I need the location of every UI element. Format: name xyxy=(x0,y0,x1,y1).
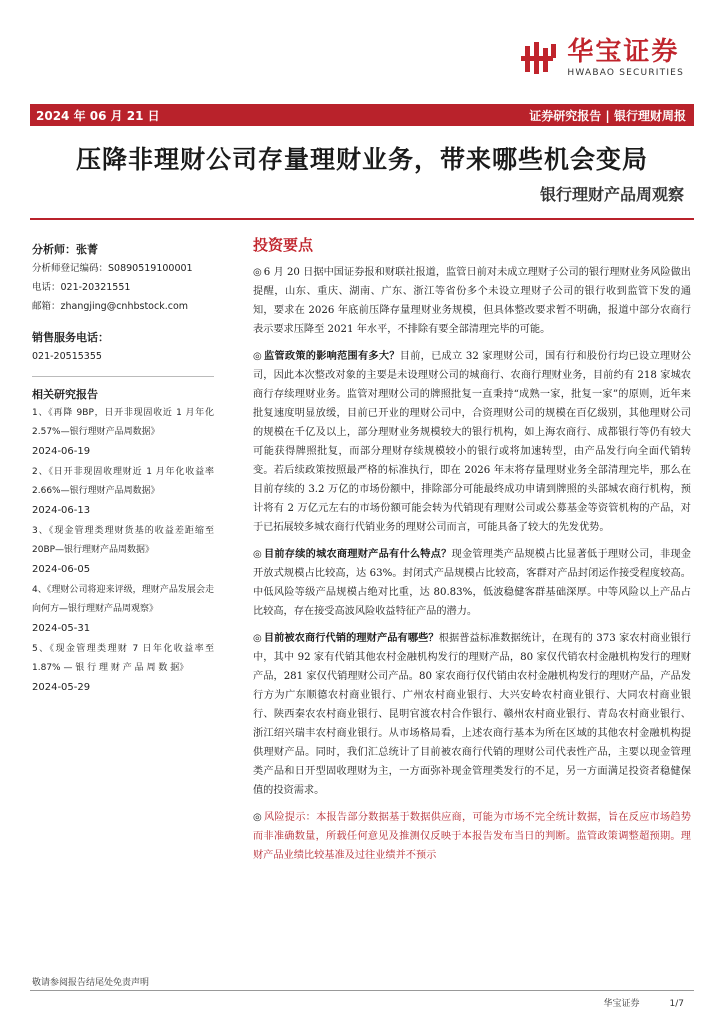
bullet-icon: ◎ xyxy=(253,549,262,560)
related-report-date: 2024-06-13 xyxy=(32,505,91,516)
paragraph-1-text: 6 月 20 日据中国证券报和财联社报道，监管日前对未成立理财子公司的银行理财业务风险做出提醒，山东、重庆、湖南、广东、浙江等省份多个未设立理财子公司的银行收到监管下发的通知，要求在 2026 年底前压降存量理财业务规模，但具体整改要求暂不明确，报道中部分农商行表示要求压降至 2021 年水平，不排除有要全部清理完毕的可能。 xyxy=(253,267,691,335)
risk-text: 风险提示：本报告部分数据基于数据供应商，可能为市场不完全统计数据，旨在反应市场趋势而非准确数量，所载任何意见及推测仅反映于本报告发布当日的判断。监管政策调整超预期。理财产品业绩比较基准及过往业绩并不预示 xyxy=(253,812,691,861)
paragraph-4-heading: 目前被农商行代销的理财产品有哪些？ xyxy=(263,633,439,644)
bullet-icon: ◎ xyxy=(253,351,262,362)
header-divider xyxy=(30,218,694,220)
related-report[interactable]: 1、《再降 9BP，日开非现固收近 1 月年化 2.57%—银行理财产品周数据》 xyxy=(32,408,214,437)
bullet-icon: ◎ xyxy=(253,633,262,644)
paragraph-2 xyxy=(253,347,691,537)
analyst-license: 分析师登记编码：S0890519100001 xyxy=(32,263,193,274)
related-report-date: 2024-06-05 xyxy=(32,564,91,575)
paragraph-4 xyxy=(253,629,691,800)
footer-company: 华宝证券 xyxy=(603,999,640,1009)
bullet-icon: ◎ xyxy=(253,267,262,278)
report-date: 2024 年 06 月 21 日 xyxy=(36,108,160,123)
main-content xyxy=(253,234,691,873)
risk-warning xyxy=(253,808,691,865)
logo-en: HWABAO SECURITIES xyxy=(567,68,684,78)
paragraph-1 xyxy=(253,263,691,339)
related-report-date: 2024-05-31 xyxy=(32,623,91,634)
sales-title: 销售服务电话： xyxy=(32,331,109,344)
related-report[interactable]: 3、《现金管理类理财货基的收益差距缩至 20BP—银行理财产品周数据》 xyxy=(32,526,214,555)
footer-right xyxy=(574,996,685,1009)
sidebar xyxy=(32,240,214,699)
related-report[interactable]: 5、《现金管理类理财 7 日年化收益率至 1.87% — 银 行 理 财 产 品 周 数 据》 xyxy=(32,644,214,673)
date-bar xyxy=(30,104,694,126)
related-report[interactable]: 2、《日开非现固收理财近 1 月年化收益率 2.66%—银行理财产品周数据》 xyxy=(32,467,214,496)
paragraph-2-text: 目前，已成立 32 家理财公司，国有行和股份行均已设立理财公司，因此本次整改对象的主要是未设理财公司的城商行、农商行理财业务，目前约有 218 家城农商行存续理财业务。监管对理财公司的牌照批复一直秉持“成熟一家，批复一家”的原则，近年来批复速度明显放缓，目前已开业的理财公司中，合资理财公司的规模在百亿级别，其他理财公司的规模在千亿及以上，部分理财业务规模较大的银行机构，如上海农商行、成都银行等仍有较大可能获得牌照批复，而部分理财存续规模较小的银行或将加速转型，由产品发行向全面代销转变。若后续政策按照最严格的标准执行，即在 2026 年末将存量理财业务全部清理完毕，那么在目前存续的 3.2 万亿的市场份额中，排除部分可能最终成功申请到牌照的头部城农商行机构，预计将有 2 万亿元左右的市场份额可能会转为代销现有理财公司或公募基金等资管机构的产品，对于已拓展较多城农商行代销业务的理财公司而言，可能具备了较大的先发优势。 xyxy=(253,351,692,533)
analyst-name: 分析师：张菁 xyxy=(32,243,98,256)
footer-divider xyxy=(30,990,694,991)
related-title: 相关研究报告 xyxy=(32,388,98,401)
page-number: 1/7 xyxy=(669,999,684,1009)
report-tags: 证券研究报告 | 银行理财周报 xyxy=(529,108,686,123)
report-subtitle: 银行理财产品周观察 xyxy=(539,185,684,204)
paragraph-2-heading: 监管政策的影响范围有多大？ xyxy=(263,351,400,362)
company-logo xyxy=(521,38,684,78)
related-report-date: 2024-06-19 xyxy=(32,446,91,457)
sales-phone: 021-20515355 xyxy=(32,351,102,362)
related-report-date: 2024-05-29 xyxy=(32,682,91,693)
analyst-email[interactable]: 邮箱：zhangjing@cnhbstock.com xyxy=(32,301,189,312)
bullet-icon: ◎ xyxy=(253,812,262,823)
footer-disclaimer: 敬请参阅报告结尾处免责声明 xyxy=(32,978,150,988)
logo-cn: 华宝证券 xyxy=(567,37,680,67)
sidebar-divider xyxy=(32,376,214,377)
analyst-phone: 电话：021-20321551 xyxy=(32,282,131,293)
paragraph-3 xyxy=(253,545,691,621)
section-title: 投资要点 xyxy=(253,236,314,254)
logo-mark-icon xyxy=(521,38,561,78)
report-title: 压降非理财公司存量理财业务，带来哪些机会变局 xyxy=(75,145,648,174)
paragraph-3-text: 现金管理类产品规模占比显著低于理财公司，非现金开放式规模占比较高，达 63%。封闭式产品规模占比较高，客群对产品封闭运作接受程度较高。中低风险等级产品规模占绝对比重，达 80.83%，低波稳健客群基础深厚。中等风险以上产品占比较高，存在接受高波风险收益特征产品的潜力。 xyxy=(253,549,691,617)
paragraph-4-text: 根据普益标准数据统计，在现有的 373 家农村商业银行中，其中 92 家有代销其他农村金融机构发行的理财产品，80 家仅代销农村金融机构发行的理财产品，281 家仅代销理财公司产品。80 家农商行仅代销由农村金融机构发行的理财产品，产品发行方为广东顺德农村商业银行、广州农村商业银行、大兴安岭农村商业银行、大同农村商业银行、陕西秦农农村商业银行、昆明官渡农村合作银行、赣州农村商业银行、青岛农村商业银行、浙江绍兴瑞丰农村商业银行。从市场格局看，上述农商行基本为所在区域的其他农村金融机构提供理财产品。同时，我们汇总统计了目前被农商行代销的理财公司代表性产品，主要以现金管理类产品和日开型固收理财为主，一方面弥补现金管理类发行的不足，另一方面满足投资者稳健保值的投资需求。 xyxy=(253,633,691,796)
related-report[interactable]: 4、《理财公司将迎来评级，理财产品发展会走向何方—银行理财产品周观察》 xyxy=(32,585,214,614)
paragraph-3-heading: 目前存续的城农商理财产品有什么特点？ xyxy=(263,549,452,560)
